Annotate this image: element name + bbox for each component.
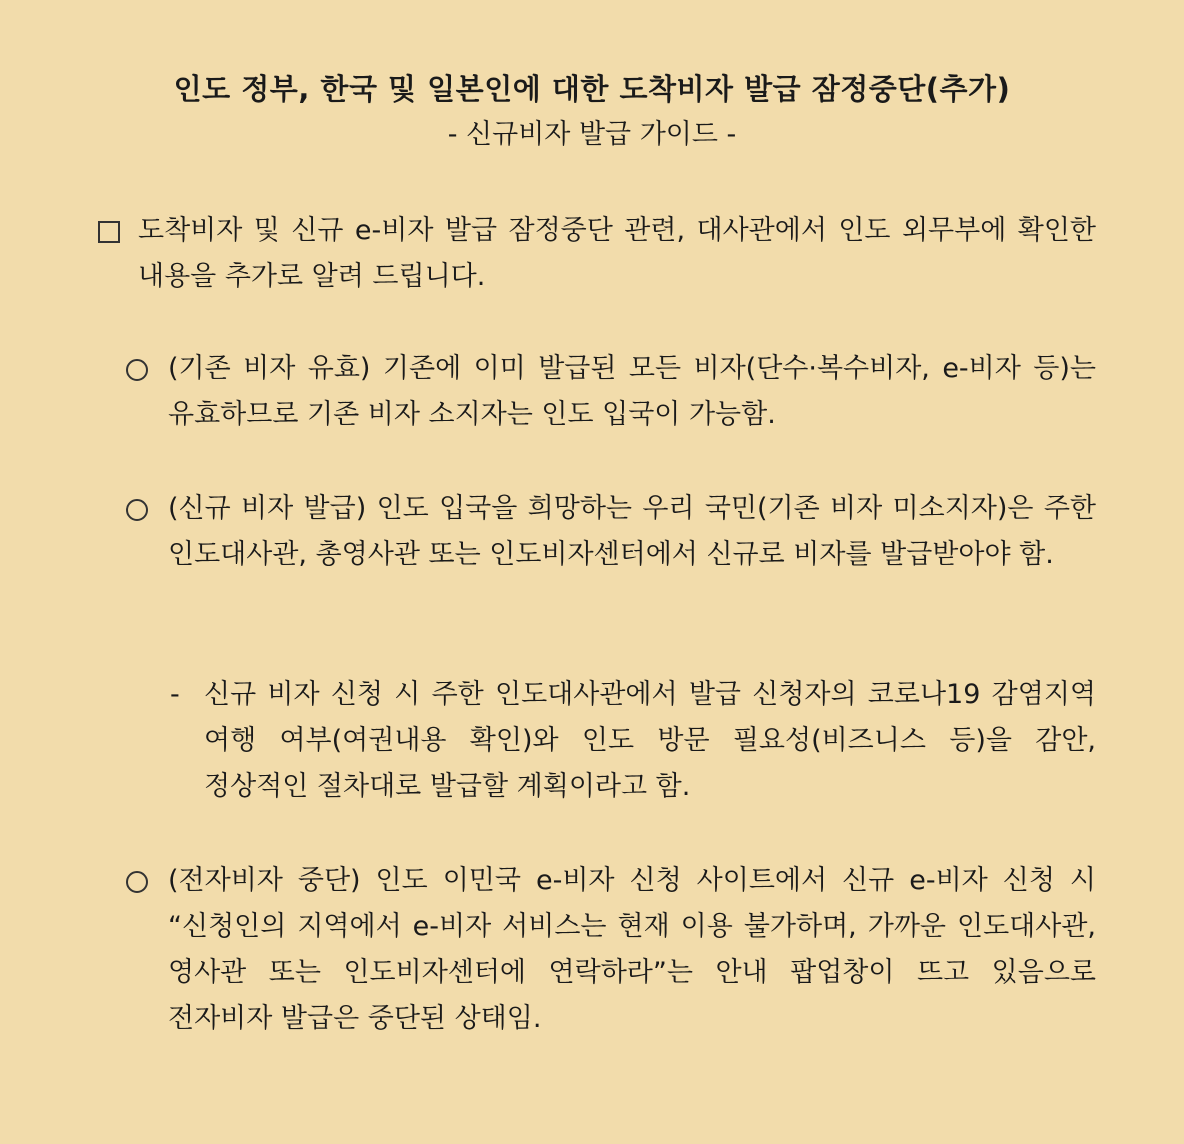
list-item-text: (전자비자 중단) 인도 이민국 e-비자 신청 사이트에서 신규 e-비자 신청 시 “신청인의 지역에서 e-비자 서비스는 현재 이용 불가하며, 가까운 인도대사관, 영사관 또는 인도비자센터에 연락하라”는 안내 팝업창이 뜨고 있음으로 전자비자 발급은 중단된 상태임.: [168, 865, 1096, 1034]
sub-list-item-text: 신규 비자 신청 시 주한 인도대사관에서 발급 신청자의 코로나19 감염지역 여행 여부(여권내용 확인)와 인도 방문 필요성(비즈니스 등)을 감안, 정상적인 절차대로 발급할 계획이라고 함.: [204, 679, 1096, 802]
list-item: [126, 486, 1096, 578]
list-item-text: (신규 비자 발급) 인도 입국을 희망하는 우리 국민(기존 비자 미소지자)은 주한 인도대사관, 총영사관 또는 인도비자센터에서 신규로 비자를 발급받아야 함.: [168, 493, 1096, 570]
list-item: [126, 858, 1096, 1042]
sub-list-item: [170, 672, 1096, 810]
dash-bullet: -: [170, 679, 180, 710]
square-bullet-icon: [98, 221, 120, 243]
list-item-text: (기존 비자 유효) 기존에 이미 발급된 모든 비자(단수·복수비자, e-비자 등)는 유효하므로 기존 비자 소지자는 인도 입국이 가능함.: [168, 353, 1096, 430]
list-item: [126, 346, 1096, 438]
intro-paragraph: [98, 208, 1096, 300]
circle-bullet-icon: [126, 871, 148, 893]
document-title: 인도 정부, 한국 및 일본인에 대한 도착비자 발급 잠정중단(추가): [173, 72, 1011, 106]
circle-bullet-icon: [126, 359, 148, 381]
intro-text: 도착비자 및 신규 e-비자 발급 잠정중단 관련, 대사관에서 인도 외무부에 확인한 내용을 추가로 알려 드립니다.: [138, 215, 1096, 292]
circle-bullet-icon: [126, 499, 148, 521]
document-subtitle: - 신규비자 발급 가이드 -: [447, 119, 737, 150]
